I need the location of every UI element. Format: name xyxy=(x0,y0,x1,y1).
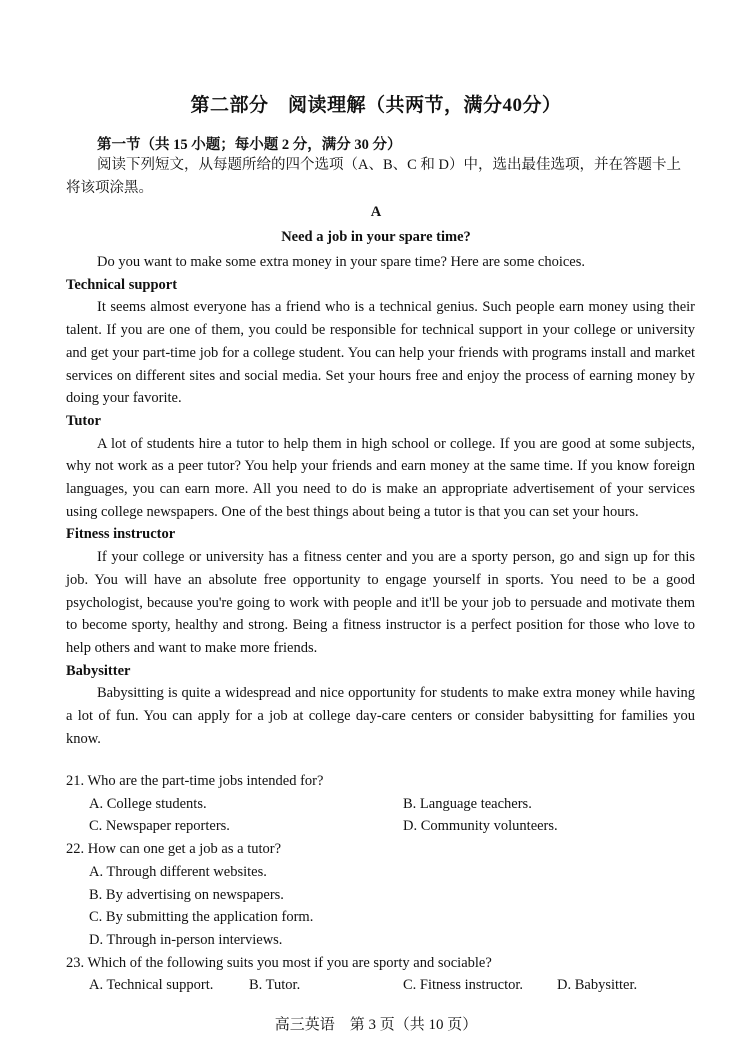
question-22-option-c[interactable]: C. By submitting the application form. xyxy=(89,909,314,926)
section-heading-tutor: Tutor xyxy=(66,412,101,429)
question-23-option-c[interactable]: C. Fitness instructor. xyxy=(403,977,524,994)
section-heading-fitness-instructor: Fitness instructor xyxy=(66,526,176,543)
page-footer: 高三英语 第 3 页（共 10 页） xyxy=(274,1017,478,1033)
passage-title: Need a job in your spare time? xyxy=(281,229,471,245)
question-23-options xyxy=(66,974,695,997)
passage-letter: A xyxy=(370,204,382,220)
question-21-option-a[interactable]: A. College students. xyxy=(89,795,207,812)
section-text-fitness-instructor: If your college or university has a fitness center and you are a sporty person, go and sign up for this job. You will have an absolute free opportunity to engage yourself in sports. You need to be a good psychologist, because you're going to work with people and it'll be your job to persuade and motivate them to become sporty, healthy and strong. Being a fitness instructor is a perfect position for those who love to help others and want to make more friends. xyxy=(66,549,695,656)
question-22-option-d[interactable]: D. Through in-person interviews. xyxy=(89,931,283,948)
question-23-option-a[interactable]: A. Technical support. xyxy=(89,977,214,994)
passage-body xyxy=(66,251,695,750)
instructions: 阅读下列短文，从每题所给的四个选项（A、B、C 和 D）中，选出最佳选项，并在答题卡上将该项涂黑。 xyxy=(66,157,682,196)
passage-intro: Do you want to make some extra money in your spare time? Here are some choices. xyxy=(97,254,586,270)
section-heading-technical-support: Technical support xyxy=(66,276,178,293)
question-21-options xyxy=(66,793,695,838)
question-21-option-b[interactable]: B. Language teachers. xyxy=(403,795,532,812)
question-22-option-b[interactable]: B. By advertising on newspapers. xyxy=(89,886,284,903)
section-text-technical-support: It seems almost everyone has a friend who is a technical genius. Such people earn money using their talent. If you are one of them, you could be responsible for technical support in your college or university and get your part-time job for a college student. You can help your friends with programs install and market services on different sites and social media. Set your hours free and enjoy the process of earning money by doing your favorite. xyxy=(66,299,695,407)
question-21-option-c[interactable]: C. Newspaper reporters. xyxy=(89,818,230,835)
question-21-option-d[interactable]: D. Community volunteers. xyxy=(403,818,558,835)
question-23-stem: 23. Which of the following suits you most if you are sporty and sociable? xyxy=(66,954,492,971)
questions xyxy=(66,770,695,997)
section-text-babysitter: Babysitting is quite a widespread and nice opportunity for students to make extra money while having a lot of fun. You can apply for a job at college day-care centers or consider babysitting for families you know. xyxy=(66,685,695,747)
section-title: 第一节（共 15 小题；每小题 2 分，满分 30 分） xyxy=(97,137,402,153)
question-23-option-b[interactable]: B. Tutor. xyxy=(249,977,301,994)
question-22-option-a[interactable]: A. Through different websites. xyxy=(89,863,267,880)
question-23-option-d[interactable]: D. Babysitter. xyxy=(557,977,638,994)
question-22-stem: 22. How can one get a job as a tutor? xyxy=(66,841,282,858)
part-title: 第二部分 阅读理解（共两节，满分40分） xyxy=(190,95,562,116)
question-21-stem: 21. Who are the part-time jobs intended for? xyxy=(66,773,324,789)
section-text-tutor: A lot of students hire a tutor to help them in high school or college. If you are good at some subjects, why not work as a peer tutor? You help your friends and earn money at the same time. If you know foreign languages, you can earn more. All you need to do is make an appropriate advertisement of your services using college newspapers. One of the best things about being a tutor is that you can set your hours. xyxy=(66,435,695,520)
question-22-options xyxy=(66,861,695,952)
section-heading-babysitter: Babysitter xyxy=(66,662,131,679)
